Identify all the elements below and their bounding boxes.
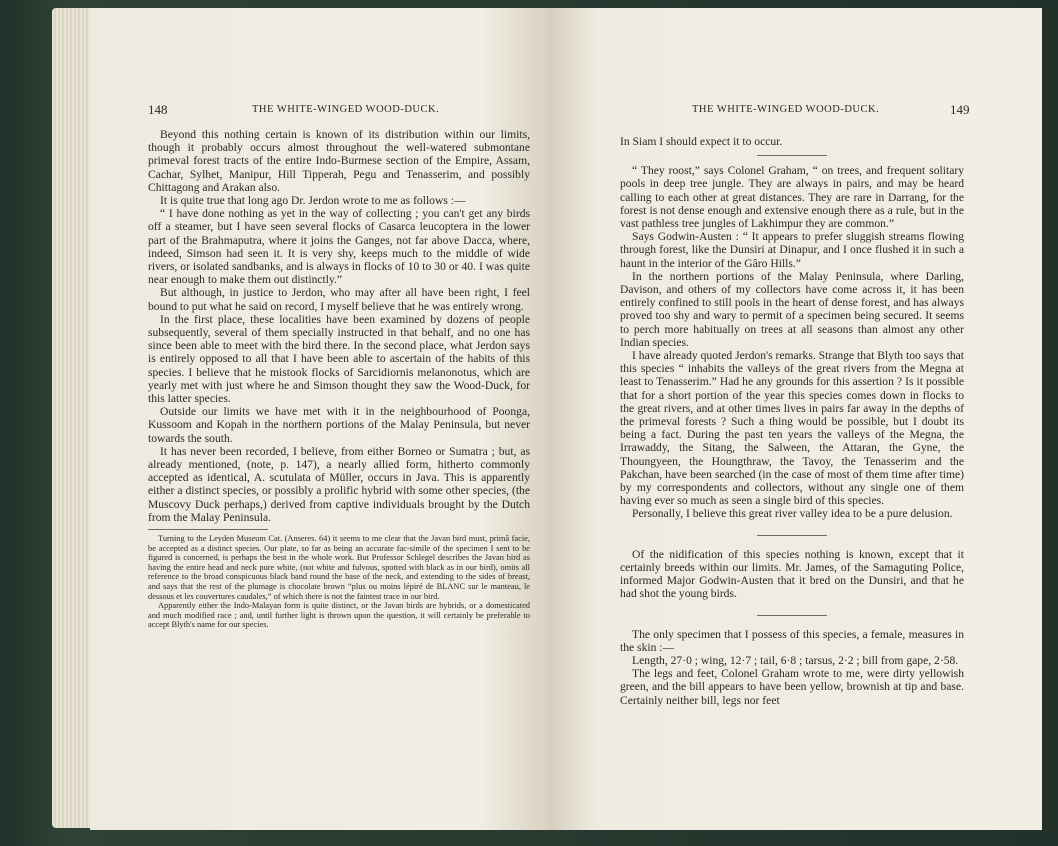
left-page — [90, 8, 548, 830]
footnote-rule — [148, 529, 268, 530]
paragraph: The legs and feet, Colonel Graham wrote to me, were dirty yellowish green, and the bill appears to have been yellow, brownish at tip and base. Certainly neither bill, legs nor feet — [620, 667, 964, 707]
right-page — [548, 8, 1042, 830]
paragraph: I have already quoted Jerdon's remarks. Strange that Blyth too says that this species “ inhabits the valleys of the great rivers from the Megna at least to Tenasserim.” Had he any grounds for this assertion ? Is it possible that for a short portion of the year this species comes down in flocks to the great rivers, and at other times lives in pairs far away in the depths of the primeval forests ? Such a thing would be possible, but I doubt its being a fact. During the past ten years the valleys of the Megna, the Irrawaddy, the Sitang, the Salween, the Attaran, the Gyne, the Thoungyeen, the Houngthraw, the Tavoy, the Tenasserim and the Pakchan, have been searched (in the case of most of them time after time) by my correspondents and collectors, without any single one of them having ever so much as seen a single bird of this species. — [620, 349, 964, 508]
left-running-head: THE WHITE-WINGED WOOD-DUCK. — [252, 104, 440, 115]
paragraph: The only specimen that I possess of this species, a female, measures in the skin :— — [620, 627, 964, 654]
paragraph: In the northern portions of the Malay Peninsula, where Darling, Davison, and others of my collectors have come across it, it has been entirely confined to still pools in the heart of dense forest, and has always proved too shy and wary to permit of a specimen being secured. It seems to perch more habitually on trees at all seasons than almost any other Indian species. — [620, 269, 964, 349]
right-text-column — [620, 135, 964, 707]
paragraph: It is quite true that long ago Dr. Jerdon wrote to me as follows :— — [160, 194, 466, 208]
section-rule — [757, 615, 827, 616]
jerdon-quote: “ I have done nothing as yet in the way of collecting ; you can't get any birds off a steamer, but I have seen several flocks of Casarca leucoptera in the lower part of the Brahmaputra, where it joins the Ganges, not far above Dacca, where, indeed, Simson had seen it. It is very shy, keeps much to the middle of wide rivers, or isolated sandbanks, and is always in flocks of 10 to 30 or 40. I was quite near enough to make them out distinctly.” — [148, 207, 530, 287]
footnotes — [148, 534, 530, 630]
paragraph: Says Godwin-Austen : “ It appears to prefer sluggish streams flowing through forest, like the Dunsiri at Dinapur, and I once flushed it in such a haunt in the interior of the Gâro Hills.” — [620, 230, 964, 270]
measurements: Length, 27·0 ; wing, 12·7 ; tail, 6·8 ; tarsus, 2·2 ; bill from gape, 2·58. — [632, 653, 959, 667]
right-page-number: 149 — [950, 102, 970, 117]
paragraph: It has never been recorded, I believe, from either Borneo or Sumatra ; but, as already mentioned, (note, p. 147), a nearly allied form, hitherto commonly accepted as identical, A. scutulata of Müller, occurs in Java. This is apparently either a distinct species, or possibly a prolific hybrid with some other species, (the Muscovy Duck perhaps,) derived from captive individuals brought by the Dutch from the Malay Peninsula. — [148, 444, 530, 524]
footnote: Apparently either the Indo-Malayan form is quite distinct, or the Javan birds are hybrids, or a domesticated and much modified race ; and, until further light is thrown upon the question, it will certainly be preferable to accept Blyth's name for our species. — [148, 601, 530, 630]
paragraph: But although, in justice to Jerdon, who may after all have been right, I feel bound to put what he said on record, I myself believe that he was entirely wrong. — [148, 286, 530, 313]
paragraph: In the first place, these localities have been examined by dozens of people subsequently, several of them specially instructed in that behalf, and no one has since been able to meet with the bird there. In the second place, what Jerdon says is entirely opposed to all that I have been able to ascertain of the habits of this species. I believe that he mistook flocks of Sarcidiornis melanonotus, which are yearly met with just where he and Simson thought they saw the Wood-Duck, for this latter species. — [148, 312, 530, 406]
paragraph: “ They roost,” says Colonel Graham, “ on trees, and frequent solitary pools in deep tree jungle. They are always in pairs, and may be heard calling to each other at great distances. They are rare in Darrang, for the forest is not dense enough and extensive enough there as a rule, but in the vast pathless tree jungles of Lakhimpur they are common.” — [620, 164, 964, 231]
section-rule — [757, 535, 827, 536]
paragraph: Personally, I believe this great river valley idea to be a pure delusion. — [632, 507, 953, 521]
right-running-head: THE WHITE-WINGED WOOD-DUCK. — [692, 104, 880, 115]
page-edges — [52, 8, 92, 828]
footnote: Turning to the Leyden Museum Cat. (Anseres. 64) it seems to me clear that the Javan bird must, primâ facie, be accepted as a distinct species. Our plate, so far as being an accurate fac-simile of the specimen I sent to be figured is concerned, is perhaps the best in the whole work. But Professor Schlegel describes the Javan bird as having the entire head and neck pure white, (not white and fulvous, spotted with black as in our bird), omits all reference to the broad conspicuous black band round the base of the neck, and extending to the sides of breast, and says that the rest of the plumage is chocolate brown “plus ou moins lépiré de BLANC sur le manteau, le dessous et les couvertures caudales,” of which there is not the faintest trace in our bird. — [148, 534, 530, 601]
paragraph: Beyond this nothing certain is known of its distribution within our limits, though it probably occurs almost throughout the well-watered submontane primeval forest tracts of the entire Indo-Burmese section of the Empire, Assam, Cachar, Sylhet, Manipur, Hill Tipperah, Pegu and Tenasserim, and possibly Chittagong and Arakan also. — [148, 128, 530, 194]
left-page-number: 148 — [148, 102, 168, 117]
left-text-column — [148, 128, 530, 630]
opening-line: In Siam I should expect it to occur. — [620, 135, 783, 148]
section-rule — [757, 155, 827, 156]
nidification-paragraph: Of the nidification of this species nothing is known, except that it certainly breeds within our limits. Mr. James, of the Samaguting Police, informed Major Godwin-Austen that it bred on the Dunsiri, and that he had shot the young birds. — [620, 547, 964, 601]
paragraph: Outside our limits we have met with it in the neighbourhood of Poonga, Kussoom and Kopah in the northern portions of the Malay Peninsula, but never towards the south. — [148, 405, 530, 445]
